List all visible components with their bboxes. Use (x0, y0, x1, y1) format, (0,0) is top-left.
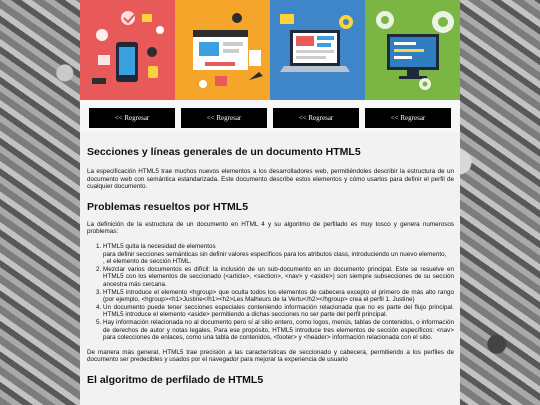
list-item: 2. Mezclar varios documentos es difícil: la inclusión de un sub-documento en un documento principal. Este se resuelve en HTML5 con los elementos de seccionado (<article>, <section>, <nav> y <aside>) son siempre subsecciones de su sección ancestra más cercana. (103, 266, 454, 289)
header-banner (80, 0, 460, 100)
problems-intro-paragraph: La definición de la estructura de un documento en HTML 4 y su algoritmo de perfilado es muy tosco y genera numerosos problemas: (87, 220, 454, 236)
laptop-settings-illustration (270, 0, 365, 100)
list-item: 3. HTML5 introduce el elemento <hgroup> que oculta todos los elementos de cabecera excepto el primero de más alto rango (por ejemplo, <hgroup><h1>Justine</h1><h2>Les Malheurs de la Vertu</h2></hgroup> crea el perfil 1. Justine) (103, 289, 454, 304)
mobile-devices-illustration (80, 0, 175, 100)
back-button-2[interactable]: << Regresar (181, 108, 267, 128)
list-item: 4. Un documento puede tener secciones especiales conteniendo información relacionada que no es parte del flujo principal. HTML5 introduce el elemento <aside> permitiendo a dichas secciones no ser parte del perfil principal. (103, 304, 454, 319)
list-item-text: 1. HTML5 quita la necesidad de elementos (103, 242, 216, 250)
list-item-text: para definir secciones semánticas sin definir valores específicos para los atributos class, introduciendo un nuevo elemento, (103, 250, 447, 258)
section-heading-problems: Problemas resueltos por HTML5 (87, 200, 249, 213)
intro-paragraph: La especificación HTML5 trae muchos nuevos elementos a los desarrolladores web, permitiéndoles describir la estructura de un documento web con semántica estandarizada. Este documento describe estos elementos y cómo usarlos para definir el perfil de cualquier documento. (87, 168, 454, 191)
nav-bar (80, 100, 460, 132)
section-heading-algorithm: El algoritmo de perfilado de HTML5 (87, 373, 264, 386)
back-button-4[interactable]: << Regresar (365, 108, 451, 128)
page-title: Secciones y líneas generales de un documento HTML5 (87, 146, 361, 158)
problems-list (87, 243, 454, 342)
article-content (80, 132, 460, 386)
monitor-gears-illustration (365, 0, 460, 100)
page-container (80, 0, 460, 405)
list-item (103, 243, 454, 266)
list-item: 5. Hay información relacionada no al documento pero sí al sitio entero, como logos, menús, tablas de contenidos, o información de derechos de autor y notas legales. Para ese propósito, HTML5 introduce tres elementos de sección específicos: <nav> para colecciones de enlaces, como una tabla de contenidos, <footer> y <header> información relacionada con el sitio. (103, 319, 454, 342)
back-button-1[interactable]: << Regresar (89, 108, 175, 128)
back-button-3[interactable]: << Regresar (273, 108, 359, 128)
list-item-text: , el elemento de sección HTML. (103, 258, 192, 266)
closing-paragraph: De manera más general, HTML5 trae precisión a las características de seccionado y cabecera, permitiendo a los perfiles de documento ser predecibles y usados por el navegador para mejorar la experiencia de usuario (87, 348, 454, 364)
web-browser-tools-illustration (175, 0, 270, 100)
